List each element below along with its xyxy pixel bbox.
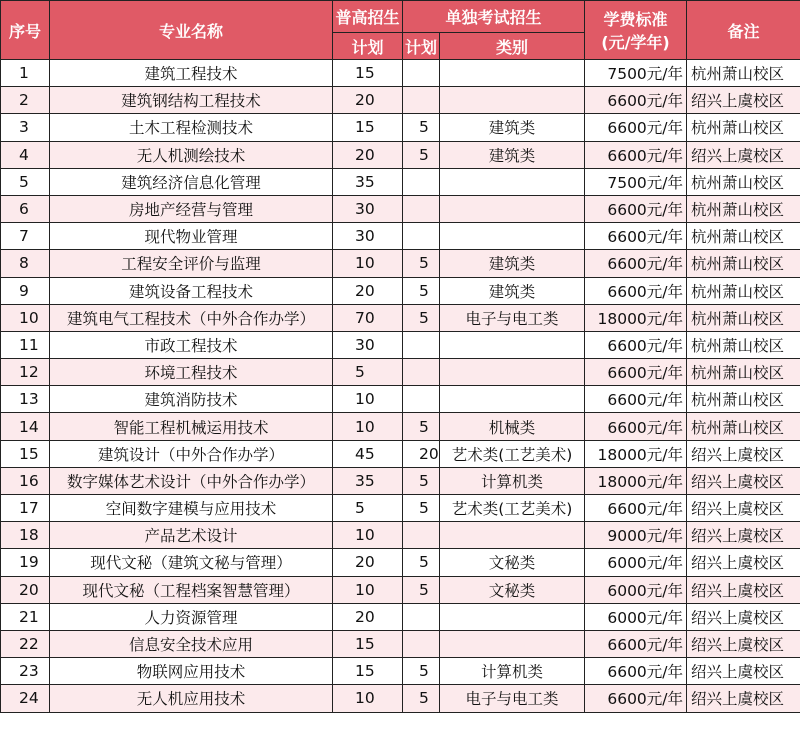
row-seq: 23 (1, 658, 50, 685)
row-fee: 6000元/年 (585, 576, 687, 603)
row-note: 杭州萧山校区 (687, 413, 800, 440)
row-major: 建筑电气工程技术（中外合作办学） (50, 304, 333, 331)
row-single-plan (403, 60, 440, 87)
row-major: 信息安全技术应用 (50, 630, 333, 657)
row-seq: 17 (1, 495, 50, 522)
row-fee: 6600元/年 (585, 495, 687, 522)
row-category: 建筑类 (440, 141, 585, 168)
row-fee: 18000元/年 (585, 467, 687, 494)
row-major: 现代文秘（工程档案智慧管理） (50, 576, 333, 603)
row-single-plan (403, 87, 440, 114)
table-row (1, 386, 800, 413)
row-single-plan: 5 (403, 250, 440, 277)
table-row (1, 495, 800, 522)
table-row (1, 467, 800, 494)
row-major: 数字媒体艺术设计（中外合作办学） (50, 467, 333, 494)
row-note: 杭州萧山校区 (687, 304, 800, 331)
table-row (1, 549, 800, 576)
row-category: 电子与电工类 (440, 304, 585, 331)
row-seq: 24 (1, 685, 50, 712)
row-note: 绍兴上虞校区 (687, 630, 800, 657)
row-fee: 18000元/年 (585, 304, 687, 331)
row-single-plan: 5 (403, 685, 440, 712)
row-seq: 13 (1, 386, 50, 413)
row-single-plan: 5 (403, 467, 440, 494)
row-general-plan: 20 (333, 141, 403, 168)
row-major: 空间数字建模与应用技术 (50, 495, 333, 522)
row-single-plan: 5 (403, 495, 440, 522)
row-seq: 18 (1, 522, 50, 549)
header-single: 单独考试招生 (403, 1, 585, 33)
row-seq: 19 (1, 549, 50, 576)
row-note: 绍兴上虞校区 (687, 141, 800, 168)
row-seq: 22 (1, 630, 50, 657)
row-general-plan: 15 (333, 630, 403, 657)
row-fee: 18000元/年 (585, 440, 687, 467)
row-fee: 6000元/年 (585, 549, 687, 576)
row-fee: 6000元/年 (585, 603, 687, 630)
row-fee: 6600元/年 (585, 223, 687, 250)
row-single-plan: 5 (403, 304, 440, 331)
row-category (440, 87, 585, 114)
table-row (1, 195, 800, 222)
row-note: 杭州萧山校区 (687, 168, 800, 195)
row-major: 建筑设计（中外合作办学） (50, 440, 333, 467)
row-seq: 20 (1, 576, 50, 603)
row-note: 杭州萧山校区 (687, 195, 800, 222)
row-fee: 6600元/年 (585, 331, 687, 358)
row-general-plan: 10 (333, 685, 403, 712)
row-major: 产品艺术设计 (50, 522, 333, 549)
row-fee: 7500元/年 (585, 60, 687, 87)
row-fee: 6600元/年 (585, 114, 687, 141)
row-major: 房地产经营与管理 (50, 195, 333, 222)
row-seq: 15 (1, 440, 50, 467)
row-seq: 4 (1, 141, 50, 168)
row-single-plan (403, 168, 440, 195)
row-note: 杭州萧山校区 (687, 60, 800, 87)
row-single-plan: 20 (403, 440, 440, 467)
row-category: 计算机类 (440, 467, 585, 494)
row-fee: 6600元/年 (585, 195, 687, 222)
row-single-plan: 5 (403, 658, 440, 685)
row-general-plan: 30 (333, 223, 403, 250)
row-category (440, 168, 585, 195)
row-seq: 11 (1, 331, 50, 358)
row-major: 建筑消防技术 (50, 386, 333, 413)
row-seq: 16 (1, 467, 50, 494)
header-fee-line2: (元/学年) (601, 33, 670, 52)
table-row (1, 60, 800, 87)
row-general-plan: 5 (333, 495, 403, 522)
row-single-plan: 5 (403, 114, 440, 141)
table-row (1, 141, 800, 168)
table-row (1, 685, 800, 712)
row-fee: 6600元/年 (585, 250, 687, 277)
header-fee-line1: 学费标准 (603, 10, 668, 29)
row-note: 绍兴上虞校区 (687, 522, 800, 549)
row-single-plan (403, 630, 440, 657)
header-seq: 序号 (1, 1, 50, 60)
row-major: 建筑钢结构工程技术 (50, 87, 333, 114)
row-major: 无人机应用技术 (50, 685, 333, 712)
row-fee: 6600元/年 (585, 359, 687, 386)
row-fee: 6600元/年 (585, 658, 687, 685)
row-seq: 9 (1, 277, 50, 304)
row-seq: 10 (1, 304, 50, 331)
table-row (1, 114, 800, 141)
row-category (440, 223, 585, 250)
row-major: 建筑经济信息化管理 (50, 168, 333, 195)
row-note: 杭州萧山校区 (687, 277, 800, 304)
header-general: 普高招生 (333, 1, 403, 33)
row-general-plan: 30 (333, 331, 403, 358)
row-note: 绍兴上虞校区 (687, 495, 800, 522)
row-note: 绍兴上虞校区 (687, 549, 800, 576)
row-note: 绍兴上虞校区 (687, 685, 800, 712)
row-major: 人力资源管理 (50, 603, 333, 630)
row-seq: 14 (1, 413, 50, 440)
row-fee: 9000元/年 (585, 522, 687, 549)
row-note: 杭州萧山校区 (687, 331, 800, 358)
row-note: 杭州萧山校区 (687, 223, 800, 250)
row-note: 杭州萧山校区 (687, 386, 800, 413)
row-general-plan: 10 (333, 250, 403, 277)
row-single-plan: 5 (403, 413, 440, 440)
row-major: 建筑设备工程技术 (50, 277, 333, 304)
row-single-plan (403, 522, 440, 549)
row-single-plan (403, 223, 440, 250)
row-single-plan: 5 (403, 576, 440, 603)
row-category: 计算机类 (440, 658, 585, 685)
row-note: 绍兴上虞校区 (687, 440, 800, 467)
row-note: 绍兴上虞校区 (687, 576, 800, 603)
row-category (440, 522, 585, 549)
row-seq: 1 (1, 60, 50, 87)
row-category: 文秘类 (440, 576, 585, 603)
row-major: 无人机测绘技术 (50, 141, 333, 168)
row-major: 建筑工程技术 (50, 60, 333, 87)
row-fee: 6600元/年 (585, 413, 687, 440)
row-seq: 12 (1, 359, 50, 386)
row-general-plan: 5 (333, 359, 403, 386)
row-seq: 5 (1, 168, 50, 195)
table-row (1, 603, 800, 630)
header-major: 专业名称 (50, 1, 333, 60)
row-category: 建筑类 (440, 114, 585, 141)
row-general-plan: 15 (333, 658, 403, 685)
row-general-plan: 20 (333, 549, 403, 576)
row-single-plan (403, 359, 440, 386)
row-fee: 7500元/年 (585, 168, 687, 195)
row-major: 现代文秘（建筑文秘与管理） (50, 549, 333, 576)
table-row (1, 304, 800, 331)
row-general-plan: 20 (333, 277, 403, 304)
header-note: 备注 (687, 1, 800, 60)
row-category (440, 195, 585, 222)
row-general-plan: 10 (333, 413, 403, 440)
row-category: 建筑类 (440, 277, 585, 304)
row-fee: 6600元/年 (585, 277, 687, 304)
row-general-plan: 10 (333, 386, 403, 413)
row-note: 绍兴上虞校区 (687, 467, 800, 494)
row-category: 文秘类 (440, 549, 585, 576)
row-category: 艺术类(工艺美术) (440, 495, 585, 522)
table-row (1, 87, 800, 114)
row-note: 绍兴上虞校区 (687, 87, 800, 114)
row-general-plan: 10 (333, 576, 403, 603)
row-category (440, 603, 585, 630)
row-general-plan: 35 (333, 168, 403, 195)
row-general-plan: 10 (333, 522, 403, 549)
table-row (1, 223, 800, 250)
row-general-plan: 20 (333, 87, 403, 114)
row-single-plan: 5 (403, 277, 440, 304)
row-single-plan: 5 (403, 141, 440, 168)
row-major: 物联网应用技术 (50, 658, 333, 685)
row-note: 绍兴上虞校区 (687, 603, 800, 630)
row-single-plan (403, 386, 440, 413)
table-row (1, 522, 800, 549)
row-fee: 6600元/年 (585, 685, 687, 712)
row-category (440, 386, 585, 413)
table-row (1, 250, 800, 277)
row-category: 电子与电工类 (440, 685, 585, 712)
row-category (440, 60, 585, 87)
row-seq: 21 (1, 603, 50, 630)
row-major: 工程安全评价与监理 (50, 250, 333, 277)
row-fee: 6600元/年 (585, 630, 687, 657)
row-seq: 7 (1, 223, 50, 250)
row-single-plan (403, 195, 440, 222)
row-seq: 2 (1, 87, 50, 114)
row-category (440, 359, 585, 386)
table-row (1, 630, 800, 657)
row-single-plan (403, 603, 440, 630)
row-major: 市政工程技术 (50, 331, 333, 358)
table-row (1, 277, 800, 304)
header-single-category: 类别 (440, 33, 585, 60)
row-major: 现代物业管理 (50, 223, 333, 250)
row-note: 杭州萧山校区 (687, 114, 800, 141)
table-row (1, 331, 800, 358)
row-category: 机械类 (440, 413, 585, 440)
row-general-plan: 15 (333, 60, 403, 87)
table-row (1, 168, 800, 195)
row-major: 环境工程技术 (50, 359, 333, 386)
table-row (1, 440, 800, 467)
table-row (1, 359, 800, 386)
row-note: 杭州萧山校区 (687, 359, 800, 386)
row-note: 杭州萧山校区 (687, 250, 800, 277)
table-body (1, 60, 800, 713)
header-fee (585, 1, 687, 60)
table-row (1, 658, 800, 685)
row-seq: 8 (1, 250, 50, 277)
row-general-plan: 20 (333, 603, 403, 630)
header-single-plan: 计划 (403, 33, 440, 60)
row-general-plan: 15 (333, 114, 403, 141)
row-single-plan (403, 331, 440, 358)
row-general-plan: 35 (333, 467, 403, 494)
row-major: 智能工程机械运用技术 (50, 413, 333, 440)
row-category (440, 630, 585, 657)
row-major: 土木工程检测技术 (50, 114, 333, 141)
row-note: 绍兴上虞校区 (687, 658, 800, 685)
row-seq: 3 (1, 114, 50, 141)
table-header (1, 1, 800, 60)
header-general-plan: 计划 (333, 33, 403, 60)
row-fee: 6600元/年 (585, 141, 687, 168)
row-fee: 6600元/年 (585, 386, 687, 413)
row-general-plan: 70 (333, 304, 403, 331)
row-category: 艺术类(工艺美术) (440, 440, 585, 467)
row-category: 建筑类 (440, 250, 585, 277)
row-general-plan: 45 (333, 440, 403, 467)
table-row (1, 413, 800, 440)
row-general-plan: 30 (333, 195, 403, 222)
row-seq: 6 (1, 195, 50, 222)
row-single-plan: 5 (403, 549, 440, 576)
table-row (1, 576, 800, 603)
row-fee: 6600元/年 (585, 87, 687, 114)
row-category (440, 331, 585, 358)
